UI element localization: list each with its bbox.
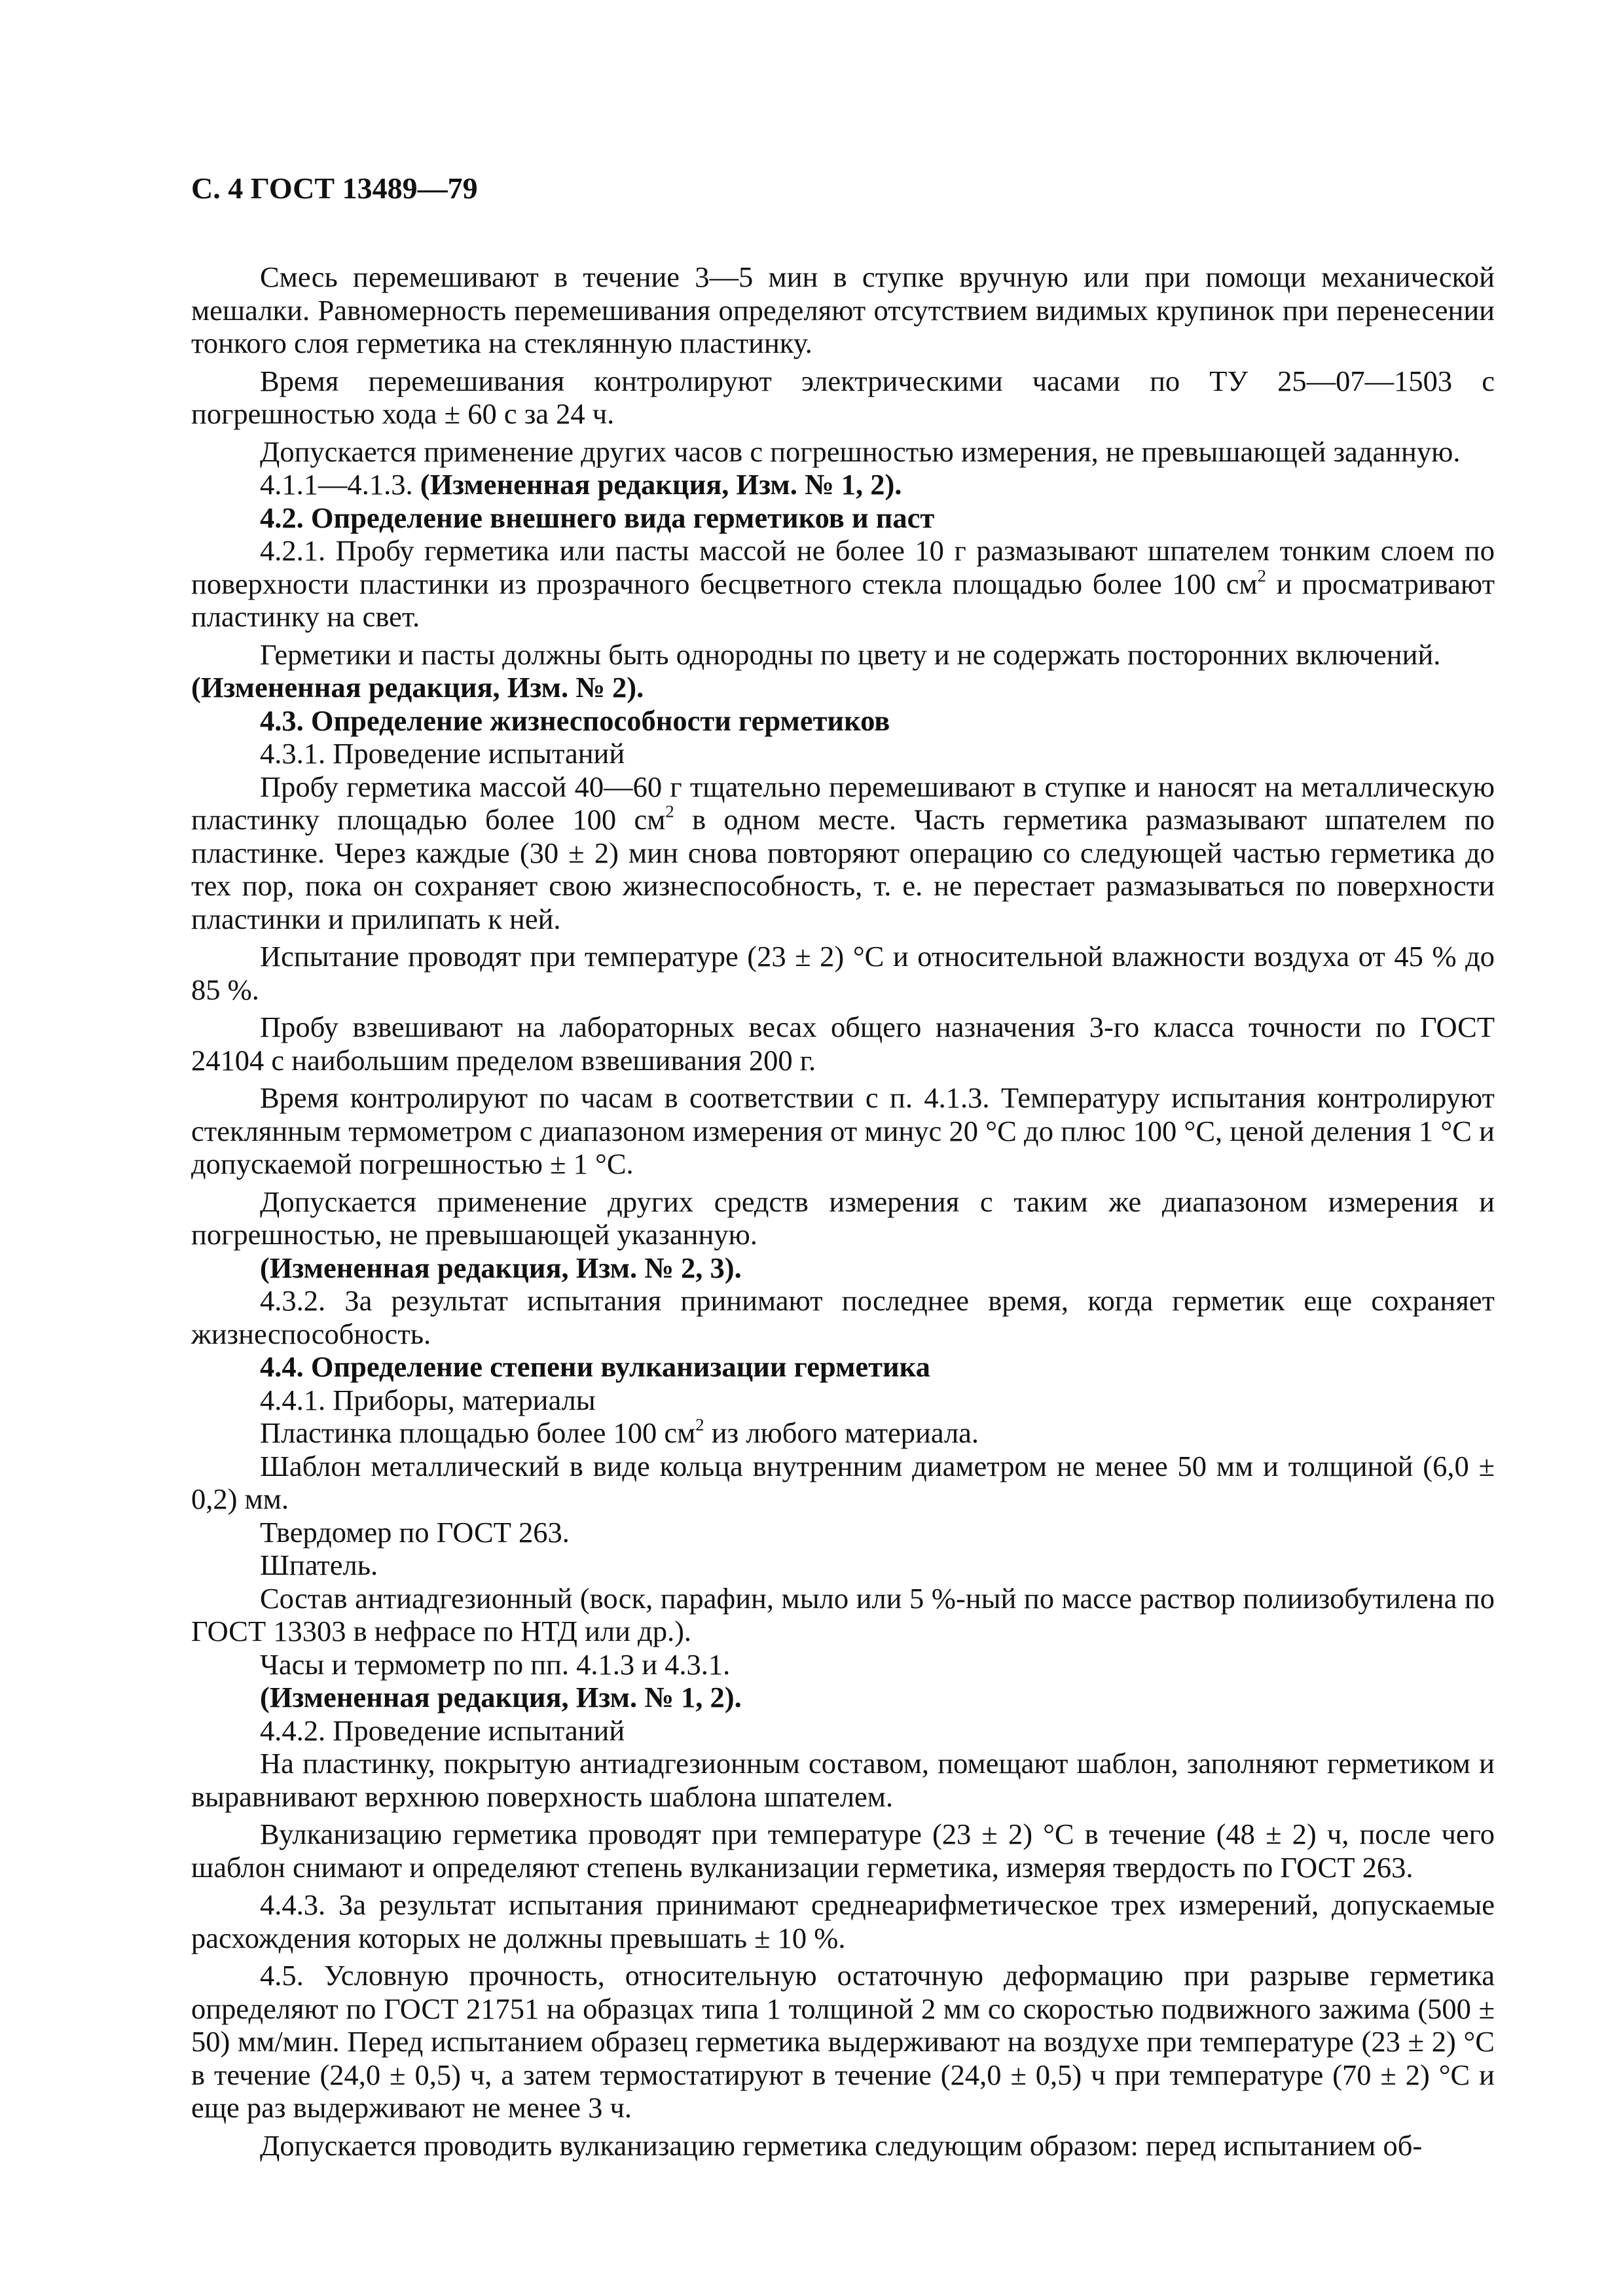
amendment-note: (Измененная редакция, Изм. № 2, 3). (260, 1251, 742, 1284)
paragraph: Пробу герметика массой 40—60 г тщательно перемешивают в ступке и наносят на металлическую пластинку площадью более 100 $см^2$ в одном месте. Часть герметика размазывают шпателем по пластинке. Через каждые (30 ± 2) мин снова повторяют операцию со следующей частью герметика до тех пор, пока он сохраняет свою жизнеспособность, т. е. не перестает размазываться по поверхности пластинки и прилипать к ней. (191, 770, 1495, 935)
subsection-title: 4.3.1. Проведение испытаний (260, 737, 625, 770)
paragraph: 4.2.1. Пробу герметика или пасты массой не более 10 г размазывают шпателем тонким слоем по поверхности пластинки из прозрачного бесцветного стекла площадью более 100 $см^2$ и просматривают пластинку на свет. (191, 534, 1495, 633)
subsection-title: 4.4.1. Приборы, материалы (260, 1383, 596, 1416)
paragraph: Состав антиадгезионный (воск, парафин, мыло или 5 %-ный по массе раствор полиизобутилена по ГОСТ 13303 в нефрасе по НТД или др.). (191, 1581, 1495, 1647)
paragraph: Допускается проводить вулканизацию герметика следующим образом: перед испытанием об- (260, 2128, 1423, 2162)
paragraph: Пробу взвешивают на лабораторных весах общего назначения 3-го класса точности по ГОСТ 24104 с наибольшим пределом взвешивания 200 г. (191, 1011, 1495, 1077)
section-heading: 4.3. Определение жизнеспособности герметиков (260, 704, 890, 737)
paragraph: 4.4.3. За результат испытания принимают среднеарифметическое трех измерений, допускаемые расхождения которых не должны превышать ± 10 %. (191, 1888, 1495, 1954)
paragraph: На пластинку, покрытую антиадгезионным составом, помещают шаблон, заполняют герметиком и выравнивают верхнюю поверхность шаблона шпателем. (191, 1747, 1495, 1813)
amendment-note: 4.1.1—4.1.3. (Измененная редакция, Изм. № 1, 2). (260, 468, 902, 501)
paragraph: Герметики и пасты должны быть однородны по цвету и не содержать посторонних включений. (260, 637, 1441, 671)
amendment-note: (Измененная редакция, Изм. № 2). (191, 671, 644, 704)
paragraph: Допускается применение других часов с погрешностью измерения, не превышающей заданную. (260, 435, 1461, 468)
paragraph: Время контролируют по часам в соответствии с п. 4.1.3. Температуру испытания контролируют стеклянным термометром с диапазоном измерения от минус 20 °С до плюс 100 °С, ценой деления 1 °С и допускаемой погрешностью ± 1 °С. (191, 1081, 1495, 1180)
paragraph: 4.3.2. За результат испытания принимают последнее время, когда герметик еще сохраняет жизнеспособность. (191, 1284, 1495, 1350)
paragraph: Испытание проводят при температуре (23 ± 2) °С и относительной влажности воздуха от 45 % до 85 %. (191, 940, 1495, 1006)
paragraph: Часы и термометр по пп. 4.1.3 и 4.3.1. (260, 1647, 731, 1681)
paragraph: Шпатель. (260, 1549, 378, 1581)
paragraph: Допускается применение других средств измерения с таким же диапазоном измерения и погрешностью, не превышающей указанную. (191, 1185, 1495, 1251)
section-heading: 4.2. Определение внешнего вида герметиков и паст (260, 501, 935, 534)
paragraph: Шаблон металлический в виде кольца внутренним диаметром не менее 50 мм и толщиной (6,0 ± 0,2) мм. (191, 1449, 1495, 1515)
paragraph: 4.5. Условную прочность, относительную остаточную деформацию при разрыве герметика определяют по ГОСТ 21751 на образцах типа 1 толщиной 2 мм со скоростью подвижного зажима (500 ± 50) мм/мин. Перед испытанием образец герметика выдерживают на воздухе при температуре (23 ± 2) °С в течение (24,0 ± 0,5) ч, а затем термостатируют в течение (24,0 ± 0,5) ч при температуре (70 ± 2) °С и еще раз выдерживают не менее 3 ч. (191, 1959, 1495, 2124)
subsection-title: 4.4.2. Проведение испытаний (260, 1713, 625, 1747)
paragraph: Пластинка площадью более 100 $см^2$ из любого материала. (260, 1414, 979, 1449)
paragraph: Твердомер по ГОСТ 263. (260, 1515, 570, 1549)
section-heading: 4.4. Определение степени вулканизации герметика (260, 1350, 930, 1383)
paragraph: Смесь перемешивают в течение 3—5 мин в ступке вручную или при помощи механической мешалки. Равномерность перемешивания определяют отсутствием видимых крупинок при перенесении тонкого слоя герметика на стеклянную пластинку. (191, 260, 1495, 359)
amendment-note: (Измененная редакция, Изм. № 1, 2). (260, 1681, 742, 1713)
paragraph: Вулканизацию герметика проводят при температуре (23 ± 2) °С в течение (48 ± 2) ч, после чего шаблон снимают и определяют степень вулканизации герметика, измеряя твердость по ГОСТ 263. (191, 1818, 1495, 1884)
page-header: С. 4 ГОСТ 13489—79 (191, 171, 478, 205)
paragraph: Время перемешивания контролируют электрическими часами по ТУ 25—07—1503 с погрешностью хода ± 60 с за 24 ч. (191, 364, 1495, 430)
